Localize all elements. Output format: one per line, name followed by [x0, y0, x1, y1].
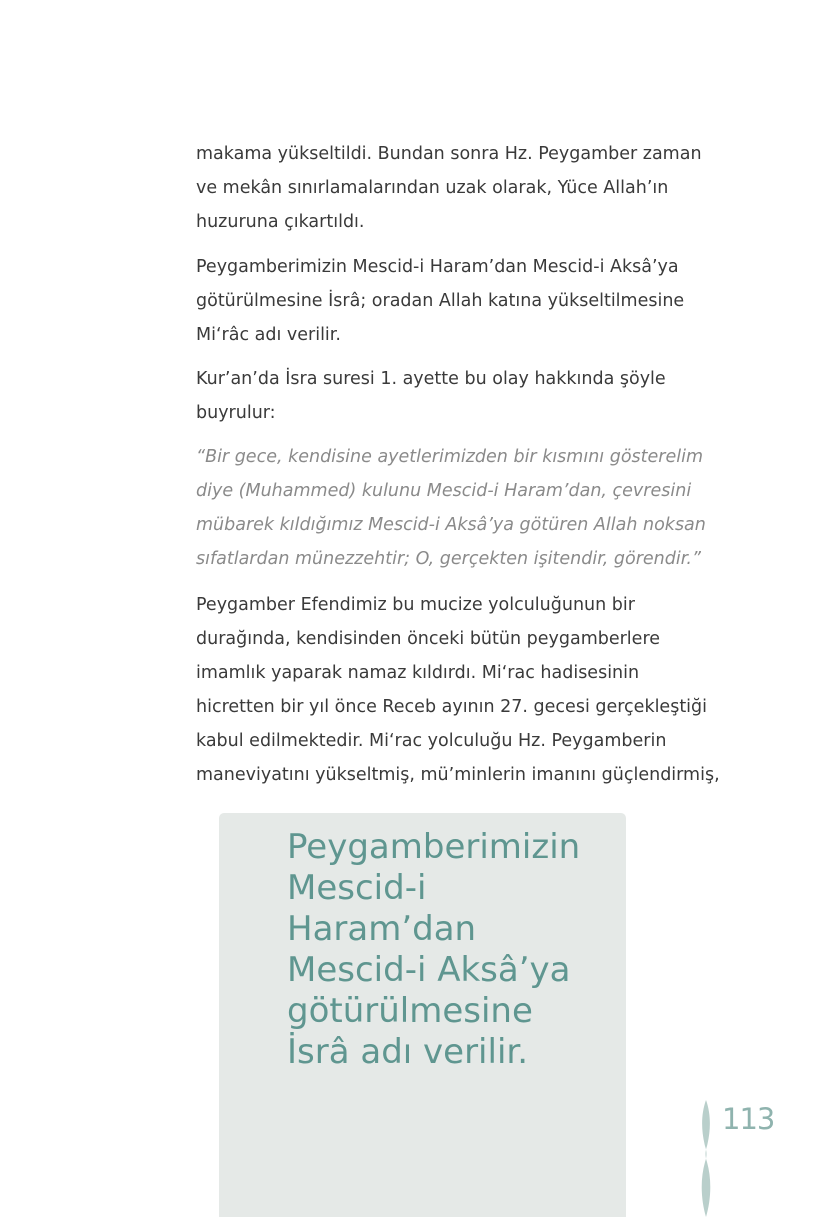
text-line: maneviyatını yükseltmiş, mü’minlerin imanını güçlendirmiş,	[196, 765, 720, 785]
callout-line: Haram’dan	[287, 909, 477, 949]
text-line: götürülmesine İsrâ; oradan Allah katına yükseltilmesine	[196, 291, 685, 311]
quote-line: sıfatlardan münezzehtir; O, gerçekten işitendir, görendir.”	[196, 549, 701, 569]
callout-line: Mescid-i Aksâ’ya	[287, 950, 571, 990]
quote-line: “Bir gece, kendisine ayetlerimizden bir kısmını gösterelim	[196, 447, 704, 467]
page-number: 113	[722, 1102, 775, 1136]
callout-line: götürülmesine	[287, 991, 533, 1031]
callout-text	[287, 827, 580, 1073]
text-line: makama yükseltildi. Bundan sonra Hz. Peygamber zaman	[196, 144, 702, 164]
paragraph-5	[196, 588, 720, 792]
paragraph-3	[196, 362, 696, 430]
callout-line: Peygamberimizin	[287, 827, 581, 867]
text-line: Mi‘râc adı verilir.	[196, 325, 341, 345]
quote-line: mübarek kıldığımız Mescid-i Aksâ’ya götüren Allah noksan	[196, 515, 706, 535]
callout-line: İsrâ adı verilir.	[287, 1032, 529, 1072]
paragraph-1	[196, 137, 702, 239]
text-line: hicretten bir yıl önce Receb ayının 27. gecesi gerçekleştiği	[196, 697, 708, 717]
paragraph-2	[196, 250, 696, 352]
text-line: Kur’an’da İsra suresi 1. ayette bu olay hakkında şöyle	[196, 369, 666, 389]
text-line: kabul edilmektedir. Mi‘rac yolculuğu Hz. Peygamberin	[196, 731, 667, 751]
callout-box	[219, 813, 626, 1217]
text-line: buyrulur:	[196, 403, 276, 423]
text-line: imamlık yaparak namaz kıldırdı. Mi‘rac hadisesinin	[196, 663, 640, 683]
quote-line: diye (Muhammed) kulunu Mescid-i Haram’dan, çevresini	[196, 481, 692, 501]
page-ornament-icon	[697, 1100, 715, 1217]
callout-line: Mescid-i	[287, 868, 427, 908]
text-line: durağında, kendisinden önceki bütün peygamberlere	[196, 629, 661, 649]
text-line: ve mekân sınırlamalarından uzak olarak, Yüce Allah’ın	[196, 178, 669, 198]
quote-paragraph	[196, 440, 706, 576]
text-line: Peygamberimizin Mescid-i Haram’dan Mescid-i Aksâ’ya	[196, 257, 679, 277]
text-line: huzuruna çıkartıldı.	[196, 212, 365, 232]
text-line: Peygamber Efendimiz bu mucize yolculuğunun bir	[196, 595, 635, 615]
